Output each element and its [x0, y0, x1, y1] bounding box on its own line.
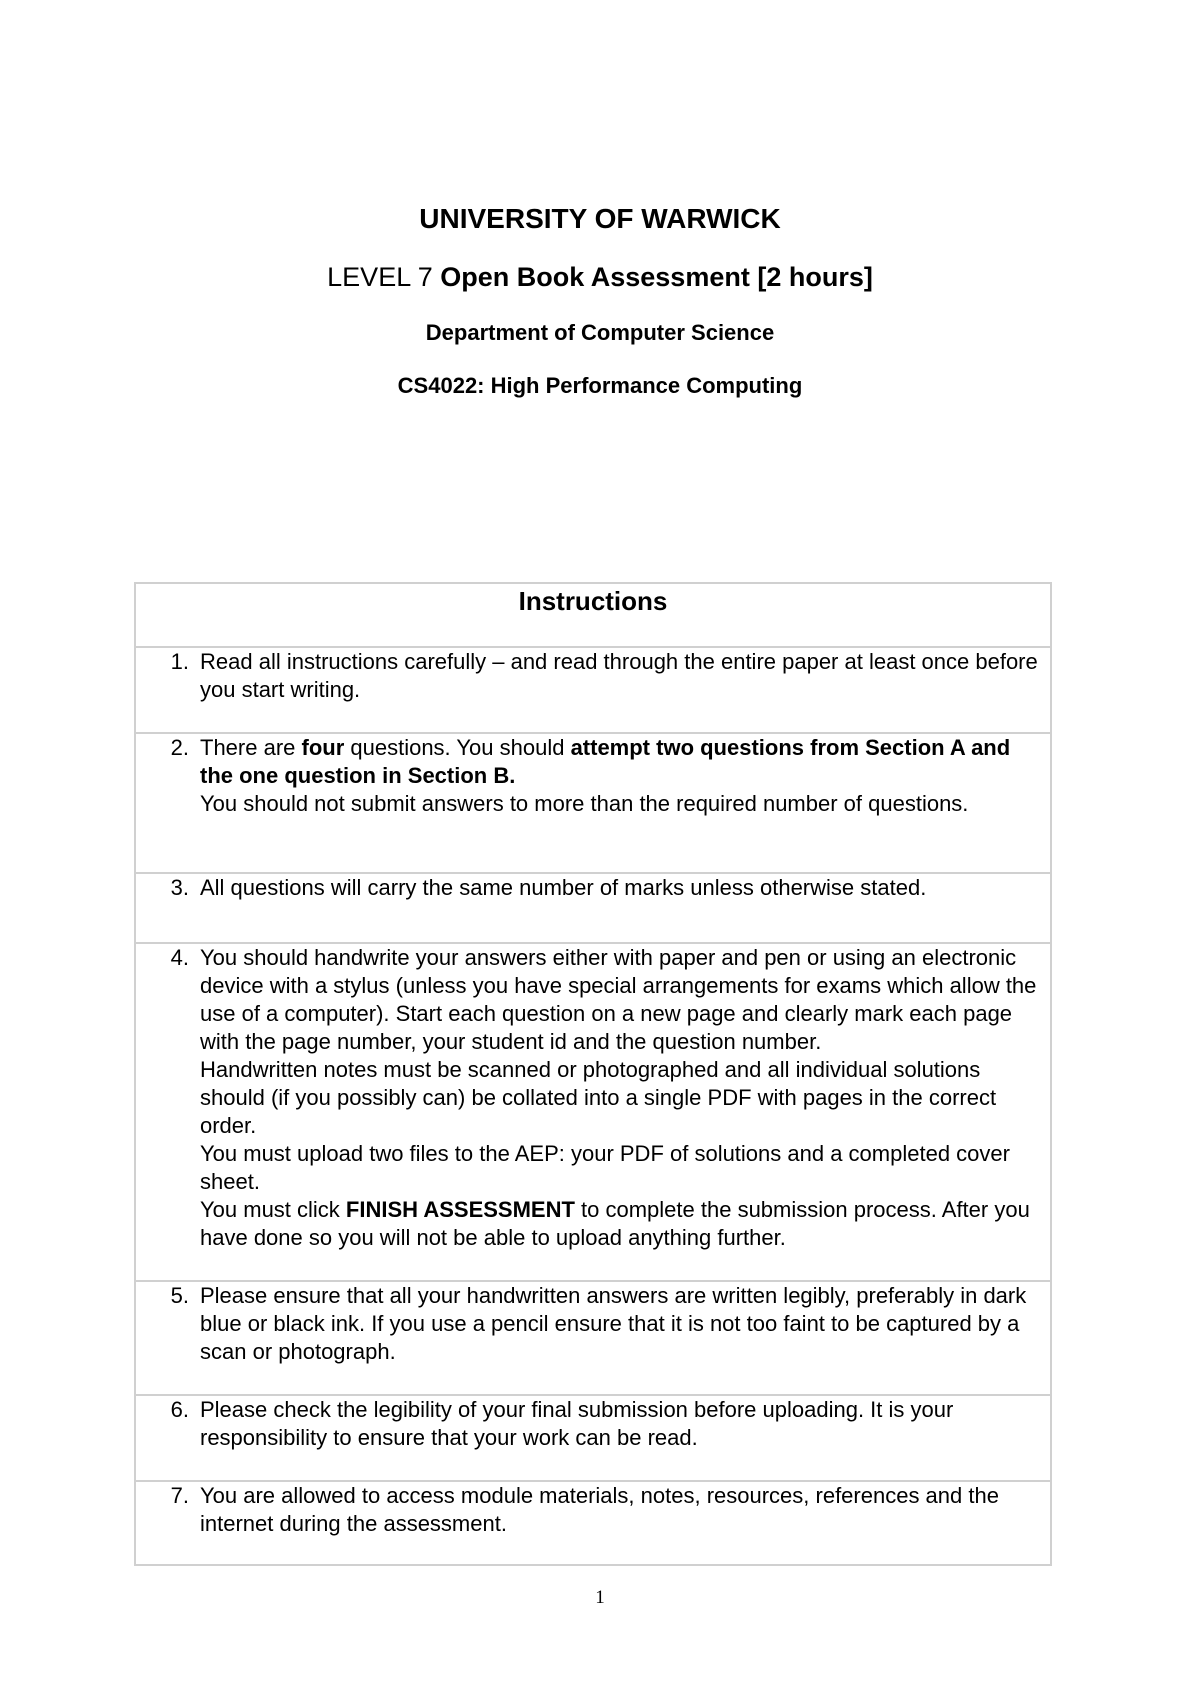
- instruction-text-post: to complete the submission process. After you have done so you will not be able to upload anything further.: [200, 1197, 1030, 1250]
- assessment-level: [0, 262, 1200, 293]
- department-name: Department of Computer Science: [425, 320, 775, 345]
- instruction-text: [200, 944, 1050, 1280]
- module-title: CS4022: High Performance Computing: [397, 373, 803, 398]
- instruction-text: Please ensure that all your handwritten answers are written legibly, preferably in dark blue or black ink. If you use a pencil ensure that it is not too faint to be captured by a scan or photograph.: [200, 1283, 1027, 1364]
- instruction-number: 6.: [170, 1397, 189, 1422]
- instructions-table: [134, 582, 1052, 1566]
- instruction-text-line: You should not submit answers to more than the required number of questions.: [200, 791, 969, 816]
- instruction-paragraph: You must upload two files to the AEP: your PDF of solutions and a completed cover sheet.: [200, 1141, 1010, 1194]
- instruction-text-pre: You must click: [200, 1197, 346, 1222]
- instruction-text: Please check the legibility of your final submission before uploading. It is your responsibility to ensure that your work can be read.: [200, 1397, 954, 1450]
- instructions-heading: Instructions: [518, 586, 668, 616]
- instruction-text: Read all instructions carefully – and read through the entire paper at least once before you start writing.: [200, 649, 1038, 702]
- instruction-text-mid: questions. You should: [344, 735, 571, 760]
- instruction-item-3: [136, 872, 1050, 942]
- instruction-item-7: [136, 1480, 1050, 1564]
- instruction-number: 3.: [170, 875, 189, 900]
- assessment-type: Open Book Assessment [2 hours]: [440, 262, 873, 292]
- instruction-item-2: [136, 732, 1050, 872]
- instruction-text: You are allowed to access module materials, notes, resources, references and the internet during the assessment.: [200, 1483, 999, 1536]
- instruction-number: 7.: [170, 1483, 189, 1508]
- instruction-emphasis: four: [301, 735, 345, 760]
- instruction-item-1: [136, 646, 1050, 732]
- instruction-number: 2.: [170, 735, 189, 760]
- instruction-number: 5.: [170, 1283, 189, 1308]
- level-prefix: LEVEL 7: [327, 262, 441, 292]
- instruction-emphasis: attempt two questions from Section A and the one question in Section B.: [200, 735, 1011, 788]
- university-title: UNIVERSITY OF WARWICK: [419, 203, 781, 234]
- instruction-item-6: [136, 1394, 1050, 1480]
- instruction-text-pre: There are: [200, 735, 302, 760]
- instruction-number: 4.: [170, 945, 189, 970]
- instruction-text: All questions will carry the same number of marks unless otherwise stated.: [200, 875, 927, 900]
- instruction-number: 1.: [170, 649, 189, 674]
- instruction-paragraph: You should handwrite your answers either with paper and pen or using an electronic device with a stylus (unless you have special arrangements for exams which allow the use of a computer). Start each question on a new page and clearly mark each page with the page number, your student id and the question number.: [200, 945, 1037, 1054]
- instruction-paragraph: Handwritten notes must be scanned or photographed and all individual solutions should (if you possibly can) be collated into a single PDF with pages in the correct order.: [200, 1057, 997, 1138]
- instruction-text: [200, 734, 1050, 872]
- instruction-item-4: [136, 942, 1050, 1280]
- page-number: 1: [595, 1587, 605, 1608]
- instruction-item-5: [136, 1280, 1050, 1394]
- instruction-emphasis: FINISH ASSESSMENT: [345, 1197, 575, 1222]
